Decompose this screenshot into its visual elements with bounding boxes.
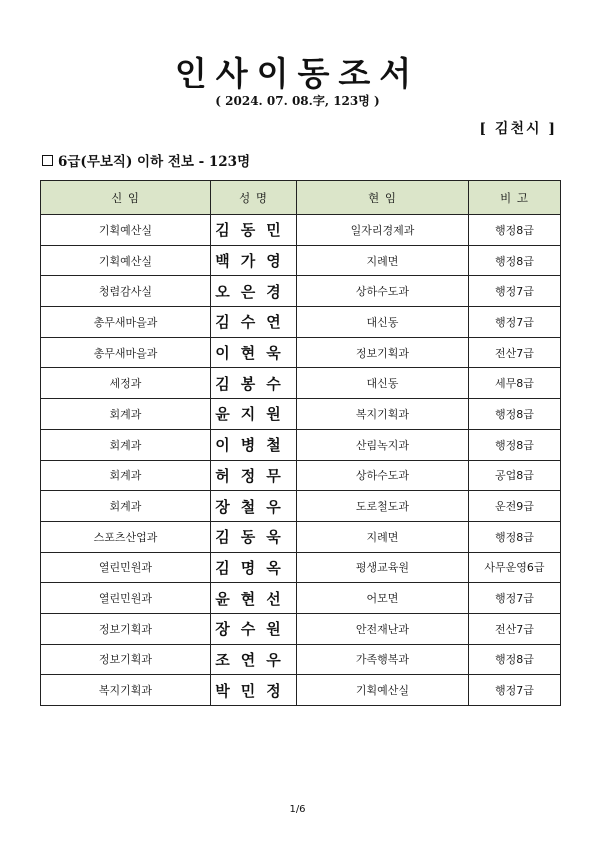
personnel-table (40, 180, 561, 706)
name-cell: 허정무 (211, 460, 297, 491)
current-post-cell: 평생교육원 (297, 552, 469, 583)
table-row (41, 215, 561, 246)
name-cell: 이병철 (211, 429, 297, 460)
header-name: 성 명 (211, 181, 297, 215)
note-cell: 행정7급 (469, 307, 561, 338)
note-cell: 행정8급 (469, 521, 561, 552)
note-cell: 사무운영6급 (469, 552, 561, 583)
new-post-cell: 총무새마을과 (41, 337, 211, 368)
new-post-cell: 회계과 (41, 491, 211, 522)
new-post-cell: 기획예산실 (41, 245, 211, 276)
current-post-cell: 안전재난과 (297, 613, 469, 644)
name-cell: 장철우 (211, 491, 297, 522)
note-cell: 행정7급 (469, 276, 561, 307)
note-cell: 행정7급 (469, 583, 561, 614)
note-cell: 전산7급 (469, 613, 561, 644)
table-row (41, 368, 561, 399)
name-cell: 김봉수 (211, 368, 297, 399)
note-cell: 운전9급 (469, 491, 561, 522)
note-cell: 행정7급 (469, 675, 561, 706)
current-post-cell: 지례면 (297, 521, 469, 552)
table-row (41, 583, 561, 614)
name-cell: 김명옥 (211, 552, 297, 583)
current-post-cell: 기획예산실 (297, 675, 469, 706)
table-row (41, 429, 561, 460)
table-row (41, 307, 561, 338)
table-body (41, 215, 561, 706)
name-cell: 김수연 (211, 307, 297, 338)
new-post-cell: 회계과 (41, 429, 211, 460)
header-note: 비 고 (469, 181, 561, 215)
current-post-cell: 일자리경제과 (297, 215, 469, 246)
name-cell: 이현욱 (211, 337, 297, 368)
table-row (41, 399, 561, 430)
table-row (41, 613, 561, 644)
new-post-cell: 복지기획과 (41, 675, 211, 706)
name-cell: 장수원 (211, 613, 297, 644)
note-cell: 세무8급 (469, 368, 561, 399)
section-heading (42, 150, 250, 170)
name-cell: 박민정 (211, 675, 297, 706)
current-post-cell: 산림녹지과 (297, 429, 469, 460)
table-header-row (41, 181, 561, 215)
new-post-cell: 회계과 (41, 460, 211, 491)
name-cell: 윤지원 (211, 399, 297, 430)
new-post-cell: 청렴감사실 (41, 276, 211, 307)
name-cell: 오은경 (211, 276, 297, 307)
note-cell: 행정8급 (469, 399, 561, 430)
organization-name: [ 김천시 ] (479, 121, 557, 137)
new-post-cell: 스포츠산업과 (41, 521, 211, 552)
table-row (41, 675, 561, 706)
table-row (41, 460, 561, 491)
header-new-post: 신 임 (41, 181, 211, 215)
current-post-cell: 가족행복과 (297, 644, 469, 675)
current-post-cell: 지례면 (297, 245, 469, 276)
header-current-post: 현 임 (297, 181, 469, 215)
document-title: 인사이동조서 (174, 54, 421, 93)
new-post-cell: 정보기획과 (41, 644, 211, 675)
name-cell: 김동욱 (211, 521, 297, 552)
note-cell: 행정8급 (469, 215, 561, 246)
current-post-cell: 복지기획과 (297, 399, 469, 430)
table-row (41, 491, 561, 522)
note-cell: 공업8급 (469, 460, 561, 491)
checkbox-icon (42, 155, 53, 166)
new-post-cell: 열린민원과 (41, 552, 211, 583)
table-row (41, 245, 561, 276)
note-cell: 전산7급 (469, 337, 561, 368)
current-post-cell: 대신동 (297, 307, 469, 338)
current-post-cell: 도로철도과 (297, 491, 469, 522)
new-post-cell: 총무새마을과 (41, 307, 211, 338)
current-post-cell: 상하수도과 (297, 460, 469, 491)
current-post-cell: 정보기획과 (297, 337, 469, 368)
new-post-cell: 회계과 (41, 399, 211, 430)
name-cell: 김동민 (211, 215, 297, 246)
note-cell: 행정8급 (469, 245, 561, 276)
table-row (41, 521, 561, 552)
note-cell: 행정8급 (469, 429, 561, 460)
name-cell: 윤현선 (211, 583, 297, 614)
document-subtitle: ( 2024. 07. 08.字, 123명 ) (215, 94, 380, 108)
new-post-cell: 기획예산실 (41, 215, 211, 246)
new-post-cell: 열린민원과 (41, 583, 211, 614)
new-post-cell: 세정과 (41, 368, 211, 399)
current-post-cell: 상하수도과 (297, 276, 469, 307)
table-row (41, 552, 561, 583)
current-post-cell: 어모면 (297, 583, 469, 614)
table-row (41, 276, 561, 307)
current-post-cell: 대신동 (297, 368, 469, 399)
table-row (41, 337, 561, 368)
table-row (41, 644, 561, 675)
name-cell: 백가영 (211, 245, 297, 276)
name-cell: 조연우 (211, 644, 297, 675)
section-heading-text: 6급(무보직) 이하 전보 - 123명 (58, 154, 251, 170)
note-cell: 행정8급 (469, 644, 561, 675)
new-post-cell: 정보기획과 (41, 613, 211, 644)
page-number: 1/6 (289, 804, 306, 815)
